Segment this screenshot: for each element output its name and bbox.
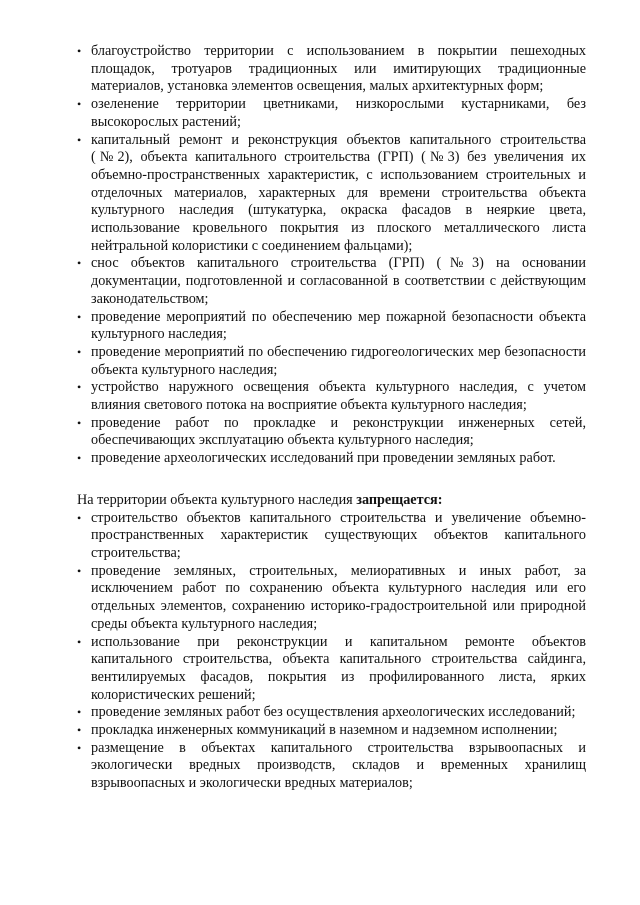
list-item: • использование при реконструкции и капитальном ремонте объектов капитального строительства, объекта капитального строительства сайдинга, вентилируемых фасадов, покрытия из профилированного листа, ярких колористических решений;	[77, 634, 586, 705]
list-item: • проведение земляных, строительных, мелиоративных и иных работ, за исключением работ по сохранению объекта культурного наследия или его отдельных элементов, сохранению историко-градостроительной или природной среды объекта культурного наследия;	[77, 563, 586, 634]
list-item: • проведение работ по прокладке и реконструкции инженерных сетей, обеспечивающих эксплуатацию объекта культурного наследия;	[77, 415, 586, 450]
prohibited-works-list	[77, 510, 586, 793]
list-item: • строительство объектов капитального строительства и увеличение объемно-пространственных характеристик существующих объектов капитального строительства;	[77, 510, 586, 563]
list-item: • снос объектов капитального строительства (ГРП) (№3) на основании документации, подготовленной и согласованной в соответствии с действующим законодательством;	[77, 255, 586, 308]
list-item: • прокладка инженерных коммуникаций в наземном и надземном исполнении;	[77, 722, 586, 740]
prohibited-intro-emphasis: запрещается:	[356, 491, 443, 508]
list-item: • устройство наружного освещения объекта культурного наследия, с учетом влияния светового потока на восприятие объекта культурного наследия;	[77, 379, 586, 414]
list-item: • проведение мероприятий по обеспечению мер пожарной безопасности объекта культурного наследия;	[77, 309, 586, 344]
list-item: • размещение в объектах капитального строительства взрывоопасных и экологически вредных производств, складов и временных хранилищ взрывоопасных и экологически вредных материалов;	[77, 740, 586, 793]
list-item: • капитальный ремонт и реконструкция объектов капитального строительства (№2), объекта капитального строительства (ГРП) (№3) без увеличения их объемно-пространственных характеристик, с использованием строительных и отделочных материалов, характерных для времени строительства объекта культурного наследия (штукатурка, окраска фасадов в неяркие цвета, использование кровельного покрытия из плоского металлического листа нейтральной колористики с соединением фальцами);	[77, 132, 586, 256]
list-item: • озеленение территории цветниками, низкорослыми кустарниками, без высокорослых растений;	[77, 96, 586, 131]
list-item: • благоустройство территории с использованием в покрытии пешеходных площадок, тротуаров традиционных или имитирующих традиционные материалов, установка элементов освещения, малых архитектурных форм;	[77, 43, 586, 96]
list-item: • проведение археологических исследований при проведении земляных работ.	[77, 450, 586, 468]
list-item: • проведение земляных работ без осуществления археологических исследований;	[77, 704, 586, 722]
allowed-works-list	[77, 43, 586, 468]
prohibited-intro-lead: На территории объекта культурного наследия	[77, 491, 357, 508]
list-item: • проведение мероприятий по обеспечению гидрогеологических мер безопасности объекта культурного наследия;	[77, 344, 586, 379]
prohibited-intro-paragraph	[77, 492, 586, 510]
